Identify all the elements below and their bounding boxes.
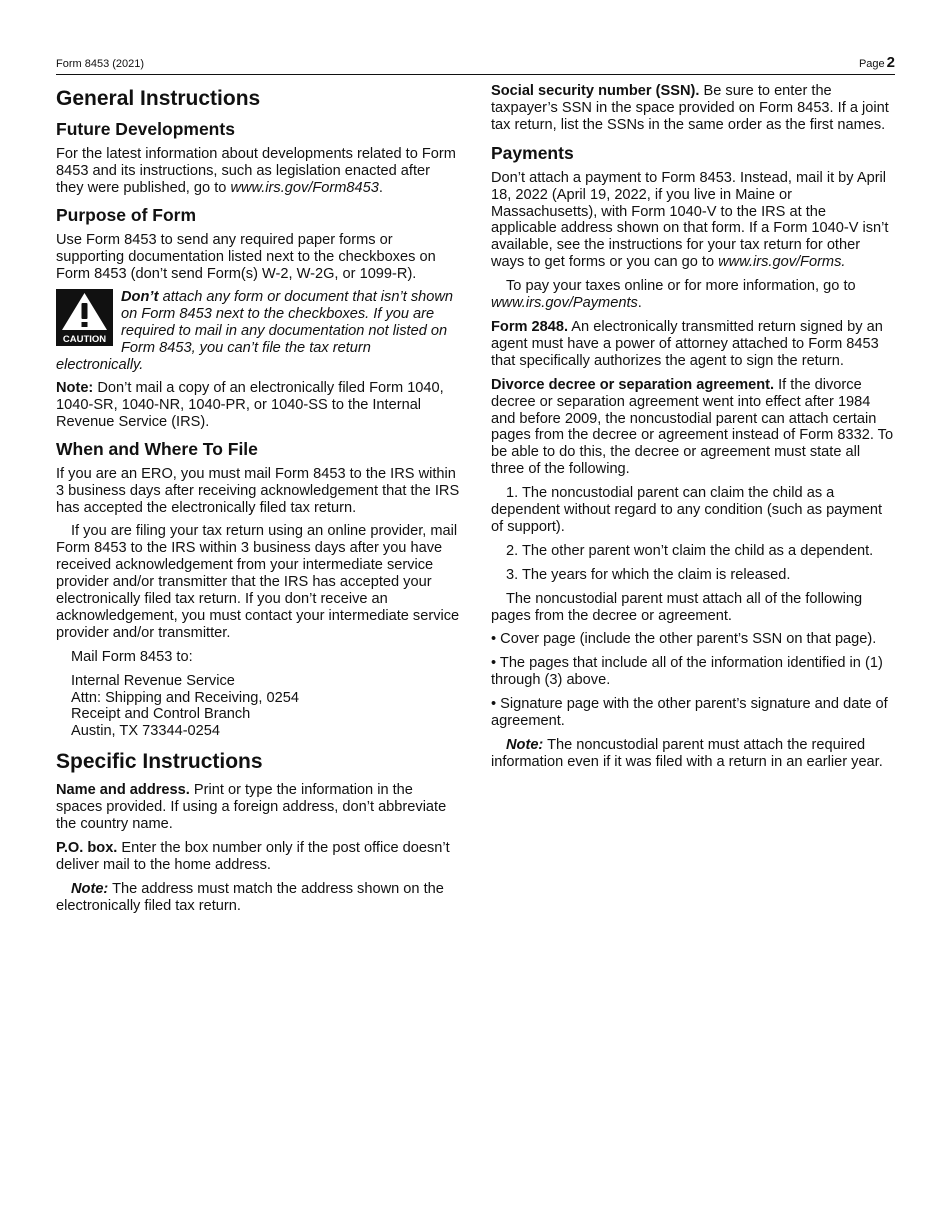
ssn-text: Social security number (SSN). Be sure to enter the taxpayer’s SSN in the space provided on Form 8453. If a joint tax return, list the SSNs in the same order as the first names. bbox=[491, 83, 889, 133]
page-indicator bbox=[859, 54, 895, 71]
bullet-info-pages: • The pages that include all of the information identified in (1) through (3) above. bbox=[491, 655, 883, 689]
caution-block bbox=[56, 289, 460, 374]
right-column bbox=[491, 83, 895, 778]
specific-instructions-heading: Specific Instructions bbox=[56, 750, 263, 774]
divorce-decree-text: Divorce decree or separation agreement. If the divorce decree or separation agreement went into effect after 1984 and before 2009, the noncustodial parent can attach certain pages from the decree or agreement instead of Form 8332. To be able to do this, the decree or agreement must state all three of the following. bbox=[491, 376, 894, 478]
payments-heading: Payments bbox=[491, 142, 574, 163]
payments-p2: To pay your taxes online or for more information, go to www.irs.gov/Payments. bbox=[491, 278, 856, 312]
when-where-p1: If you are an ERO, you must mail Form 8453 to the IRS within 3 business days after receiving acknowledgement that the IRS has accepted the electronically filed tax return. bbox=[56, 465, 460, 516]
form8453-link[interactable]: www.irs.gov/Form8453 bbox=[230, 179, 379, 196]
when-where-p2: If you are filing your tax return using an online provider, mail Form 8453 to the IRS within 3 business days after you have received acknowledgement from your intermediate service provider and/or transmitter that the IRS has accepted your electronically filed tax return. If you don’t receive an acknowledgement, you must contact your intermediate service provider and/or transmitter. bbox=[56, 523, 460, 641]
page-number: 2 bbox=[886, 54, 895, 71]
note-address-match: Note: The address must match the address shown on the electronically filed tax return. bbox=[56, 880, 444, 914]
payments-link[interactable]: www.irs.gov/Payments bbox=[491, 295, 638, 312]
attach-pages-text: The noncustodial parent must attach all of the following pages from the decree or agreement. bbox=[491, 590, 863, 624]
bullet-signature-page: • Signature page with the other parent’s signature and date of agreement. bbox=[491, 696, 888, 730]
mailing-address: Internal Revenue Service Attn: Shipping and Receiving, 0254 Receipt and Control Branch Austin, TX 73344-0254 bbox=[71, 672, 299, 740]
note-required-info: Note: The noncustodial parent must attach the required information even if it was filed with a return in an earlier year. bbox=[491, 737, 883, 770]
payments-p1: Don’t attach a payment to Form 8453. Instead, mail it by April 18, 2022 (April 19, 2022, if you live in Maine or Massachusetts), with Form 1040-V to the IRS at the applicable address shown on that form. If a Form 1040-V isn’t available, see the instructions for your tax return for other ways to get forms or you can go to www.irs.gov/Forms. bbox=[491, 169, 889, 271]
bullet-cover-page: • Cover page (include the other parent’s SSN on that page). bbox=[491, 631, 877, 648]
future-developments-text: For the latest information about developments related to Form 8453 and its instructions, such as legislation enacted after they were published, go to www.irs.gov/Form8453. bbox=[56, 146, 456, 196]
forms-link[interactable]: www.irs.gov/Forms. bbox=[718, 254, 846, 271]
caution-text: Don’t attach any form or document that isn’t shown on Form 8453 next to the checkboxes. If you are required to mail in any documentation not listed on Form 8453, you can’t file the tax return electronically. bbox=[56, 289, 454, 374]
future-developments-heading: Future Developments bbox=[56, 119, 235, 139]
note-mail-copy: Note: Don’t mail a copy of an electronically filed Form 1040, 1040-SR, 1040-NR, 1040-PR, or 1040-SS to the Internal Revenue Service (IRS). bbox=[56, 379, 444, 430]
page-header bbox=[56, 55, 895, 75]
purpose-heading: Purpose of Form bbox=[56, 204, 197, 225]
caution-icon bbox=[56, 289, 113, 346]
general-instructions-heading: General Instructions bbox=[56, 87, 261, 110]
left-column bbox=[56, 83, 460, 922]
po-box-text: P.O. box. Enter the box number only if the post office doesn’t deliver mail to the home address. bbox=[56, 840, 450, 873]
condition-item-1: 1. The noncustodial parent can claim the child as a dependent without regard to any condition (such as payment of support). bbox=[491, 485, 883, 535]
caution-label: CAUTION bbox=[62, 334, 107, 346]
form-2848-text: Form 2848. An electronically transmitted return signed by an agent must have a power of attorney attached to Form 8453 that specifically authorizes the agent to sign the return. bbox=[491, 318, 883, 369]
name-address-text: Name and address. Print or type the information in the spaces provided. If using a foreign address, don’t abbreviate the country name. bbox=[56, 782, 447, 833]
condition-item-3: 3. The years for which the claim is released. bbox=[506, 566, 791, 583]
mail-to-label: Mail Form 8453 to: bbox=[71, 648, 193, 665]
when-where-heading: When and Where To File bbox=[56, 438, 258, 459]
purpose-text: Use Form 8453 to send any required paper forms or supporting documentation listed next to the checkboxes on Form 8453 (don’t send Form(s) W-2, W-2G, or 1099-R). bbox=[56, 231, 436, 282]
condition-item-2: 2. The other parent won’t claim the child as a dependent. bbox=[506, 542, 874, 559]
form-label: Form 8453 (2021) bbox=[56, 58, 145, 70]
page-label: Page bbox=[858, 58, 885, 70]
